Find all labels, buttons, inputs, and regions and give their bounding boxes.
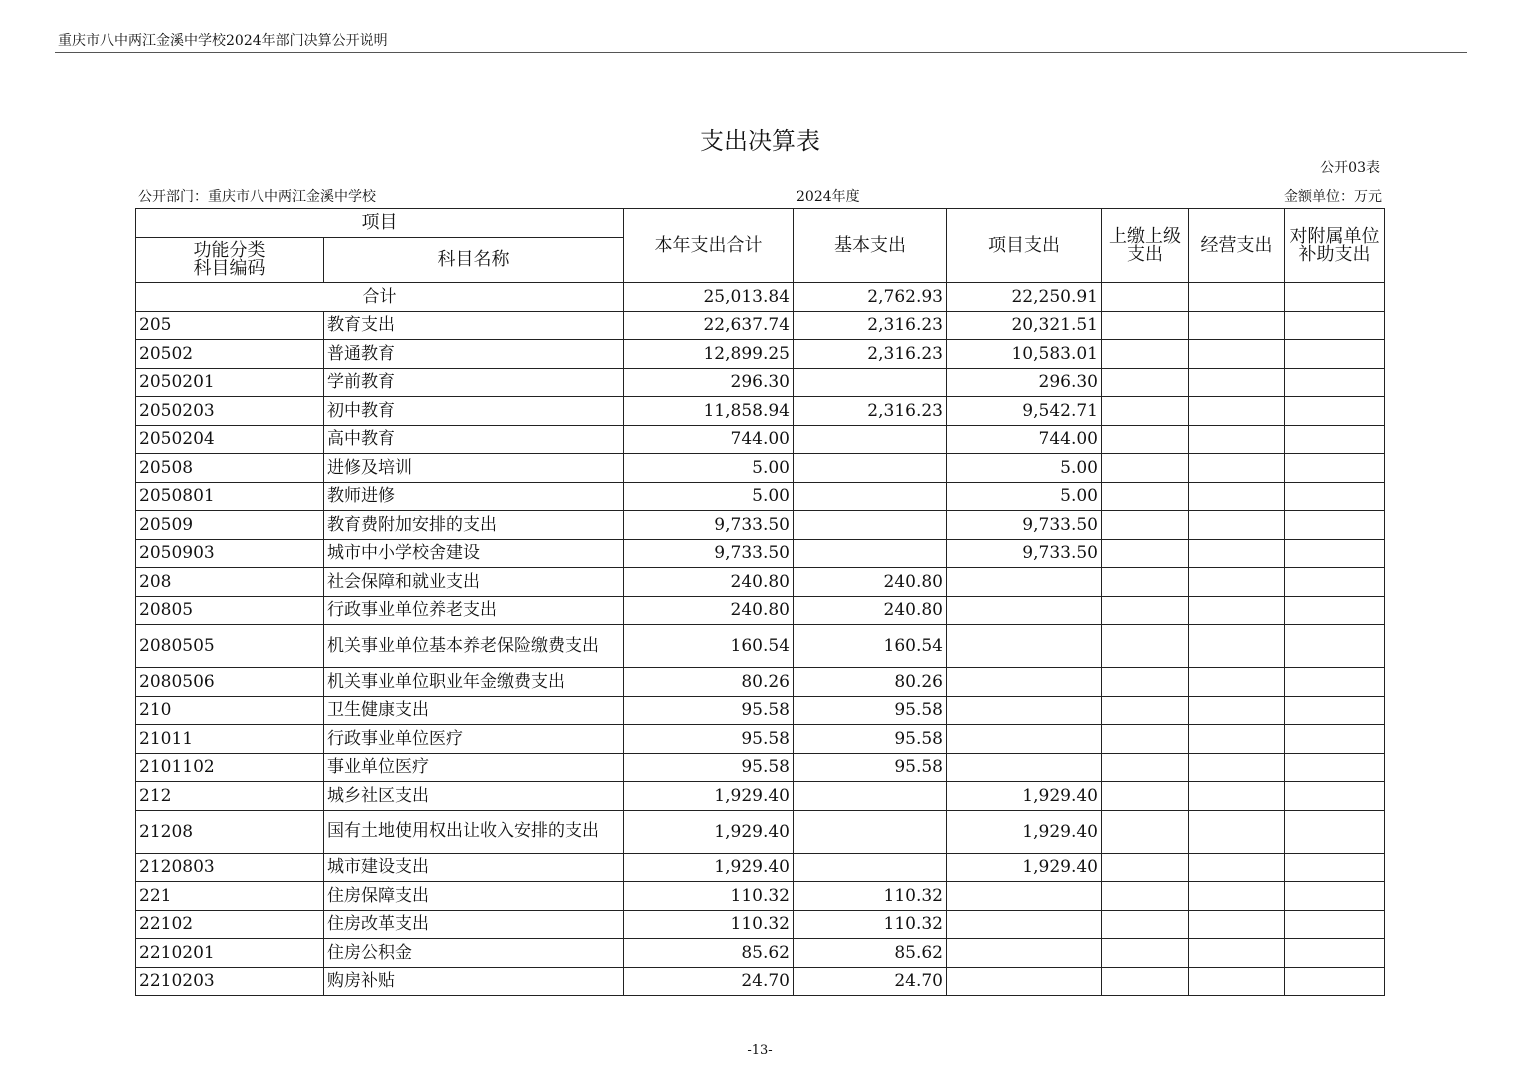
- row-total: 12,899.25: [624, 340, 794, 369]
- total-superior: [1102, 283, 1189, 312]
- col-header-business: 经营支出: [1189, 209, 1285, 283]
- row-project: 10,583.01: [947, 340, 1102, 369]
- row-business: [1189, 311, 1285, 340]
- row-name: 城市中小学校舍建设: [324, 539, 624, 568]
- row-business: [1189, 482, 1285, 511]
- row-basic: [794, 853, 947, 882]
- row-project: 9,733.50: [947, 511, 1102, 540]
- row-name: 住房改革支出: [324, 910, 624, 939]
- table-row: [136, 596, 1385, 625]
- col-header-basic: 基本支出: [794, 209, 947, 283]
- row-superior: [1102, 511, 1189, 540]
- row-name: 社会保障和就业支出: [324, 568, 624, 597]
- row-superior: [1102, 782, 1189, 811]
- header-divider: [55, 52, 1467, 53]
- row-project: 5.00: [947, 482, 1102, 511]
- row-superior: [1102, 425, 1189, 454]
- row-business: [1189, 668, 1285, 697]
- col-header-subsidy: 对附属单位 补助支出: [1285, 209, 1385, 283]
- row-code: 208: [136, 568, 324, 597]
- expenditure-table: [135, 208, 1385, 996]
- row-superior: [1102, 539, 1189, 568]
- row-total: 296.30: [624, 368, 794, 397]
- row-project: [947, 967, 1102, 996]
- row-name: 住房公积金: [324, 939, 624, 968]
- row-subsidy: [1285, 625, 1385, 668]
- row-project: [947, 939, 1102, 968]
- row-business: [1189, 625, 1285, 668]
- row-subsidy: [1285, 397, 1385, 426]
- table-body: [136, 283, 1385, 996]
- row-basic: 2,316.23: [794, 340, 947, 369]
- table-row: [136, 625, 1385, 668]
- row-subsidy: [1285, 596, 1385, 625]
- table-row: [136, 910, 1385, 939]
- row-subsidy: [1285, 696, 1385, 725]
- row-code: 2050801: [136, 482, 324, 511]
- row-name: 初中教育: [324, 397, 624, 426]
- row-total: 240.80: [624, 568, 794, 597]
- row-superior: [1102, 596, 1189, 625]
- table-row: [136, 482, 1385, 511]
- row-subsidy: [1285, 939, 1385, 968]
- row-project: [947, 625, 1102, 668]
- table-row: [136, 454, 1385, 483]
- row-superior: [1102, 967, 1189, 996]
- table-header: [136, 209, 1385, 283]
- row-name: 国有土地使用权出让收入安排的支出: [324, 810, 624, 853]
- row-name: 进修及培训: [324, 454, 624, 483]
- row-superior: [1102, 853, 1189, 882]
- row-basic: 2,316.23: [794, 397, 947, 426]
- row-total: 85.62: [624, 939, 794, 968]
- table-row: [136, 668, 1385, 697]
- row-project: 20,321.51: [947, 311, 1102, 340]
- row-business: [1189, 696, 1285, 725]
- row-total: 95.58: [624, 753, 794, 782]
- page-title: 支出决算表: [700, 127, 820, 155]
- row-code: 2050204: [136, 425, 324, 454]
- col-header-name: 科目名称: [324, 238, 624, 283]
- row-business: [1189, 539, 1285, 568]
- row-basic: 110.32: [794, 910, 947, 939]
- row-total: 5.00: [624, 482, 794, 511]
- row-business: [1189, 397, 1285, 426]
- row-business: [1189, 454, 1285, 483]
- row-code: 2210201: [136, 939, 324, 968]
- row-subsidy: [1285, 482, 1385, 511]
- row-subsidy: [1285, 368, 1385, 397]
- row-basic: 240.80: [794, 568, 947, 597]
- table-row: [136, 967, 1385, 996]
- col-header-superior: 上缴上级 支出: [1102, 209, 1189, 283]
- row-name: 购房补贴: [324, 967, 624, 996]
- row-basic: 95.58: [794, 696, 947, 725]
- row-total: 11,858.94: [624, 397, 794, 426]
- row-project: [947, 568, 1102, 597]
- row-total: 1,929.40: [624, 810, 794, 853]
- row-superior: [1102, 810, 1189, 853]
- table-row: [136, 753, 1385, 782]
- amount-unit-label: 金额单位：万元: [1284, 189, 1382, 205]
- row-business: [1189, 853, 1285, 882]
- row-name: 城市建设支出: [324, 853, 624, 882]
- row-subsidy: [1285, 511, 1385, 540]
- table-row: [136, 511, 1385, 540]
- row-superior: [1102, 910, 1189, 939]
- running-header-title: 重庆市八中两江金溪中学校2024年部门决算公开说明: [58, 33, 388, 49]
- table-row: [136, 568, 1385, 597]
- row-superior: [1102, 939, 1189, 968]
- row-basic: 2,316.23: [794, 311, 947, 340]
- row-total: 95.58: [624, 725, 794, 754]
- row-project: 9,733.50: [947, 539, 1102, 568]
- table-row: [136, 882, 1385, 911]
- row-project: [947, 882, 1102, 911]
- row-superior: [1102, 668, 1189, 697]
- row-subsidy: [1285, 311, 1385, 340]
- table-row: [136, 397, 1385, 426]
- row-project: 744.00: [947, 425, 1102, 454]
- row-basic: [794, 539, 947, 568]
- row-subsidy: [1285, 910, 1385, 939]
- row-business: [1189, 340, 1285, 369]
- row-business: [1189, 568, 1285, 597]
- table-row: [136, 340, 1385, 369]
- table-number: 公开03表: [1320, 160, 1380, 176]
- total-basic: 2,762.93: [794, 283, 947, 312]
- row-code: 21208: [136, 810, 324, 853]
- row-project: [947, 910, 1102, 939]
- row-code: 2050203: [136, 397, 324, 426]
- row-superior: [1102, 882, 1189, 911]
- row-basic: 110.32: [794, 882, 947, 911]
- row-total: 80.26: [624, 668, 794, 697]
- row-code: 2080506: [136, 668, 324, 697]
- total-business: [1189, 283, 1285, 312]
- total-label: 合计: [136, 283, 624, 312]
- row-basic: [794, 425, 947, 454]
- row-total: 110.32: [624, 882, 794, 911]
- row-basic: [794, 482, 947, 511]
- row-project: 1,929.40: [947, 853, 1102, 882]
- row-basic: [794, 511, 947, 540]
- row-basic: 160.54: [794, 625, 947, 668]
- row-code: 210: [136, 696, 324, 725]
- table-row: [136, 853, 1385, 882]
- row-total: 240.80: [624, 596, 794, 625]
- row-code: 205: [136, 311, 324, 340]
- row-subsidy: [1285, 454, 1385, 483]
- page-number: -13-: [747, 1043, 773, 1058]
- row-subsidy: [1285, 425, 1385, 454]
- table-row: [136, 539, 1385, 568]
- row-basic: [794, 454, 947, 483]
- row-superior: [1102, 625, 1189, 668]
- row-basic: 240.80: [794, 596, 947, 625]
- department-label: 公开部门：重庆市八中两江金溪中学校: [138, 189, 376, 205]
- row-superior: [1102, 568, 1189, 597]
- row-code: 2210203: [136, 967, 324, 996]
- row-superior: [1102, 454, 1189, 483]
- row-basic: 95.58: [794, 753, 947, 782]
- row-business: [1189, 425, 1285, 454]
- row-basic: 80.26: [794, 668, 947, 697]
- row-basic: 24.70: [794, 967, 947, 996]
- table-row: [136, 368, 1385, 397]
- row-code: 21011: [136, 725, 324, 754]
- row-name: 行政事业单位养老支出: [324, 596, 624, 625]
- row-name: 卫生健康支出: [324, 696, 624, 725]
- total-project: 22,250.91: [947, 283, 1102, 312]
- table-row: [136, 696, 1385, 725]
- row-project: 1,929.40: [947, 782, 1102, 811]
- row-code: 20509: [136, 511, 324, 540]
- row-business: [1189, 596, 1285, 625]
- row-total: 110.32: [624, 910, 794, 939]
- row-basic: [794, 782, 947, 811]
- col-header-item: 项目: [136, 209, 624, 238]
- row-code: 20502: [136, 340, 324, 369]
- row-total: 9,733.50: [624, 511, 794, 540]
- col-header-project: 项目支出: [947, 209, 1102, 283]
- col-header-code: 功能分类 科目编码: [136, 238, 324, 283]
- row-code: 20805: [136, 596, 324, 625]
- table-row: [136, 425, 1385, 454]
- row-subsidy: [1285, 568, 1385, 597]
- row-basic: [794, 368, 947, 397]
- row-project: [947, 668, 1102, 697]
- row-basic: 85.62: [794, 939, 947, 968]
- table-row: [136, 810, 1385, 853]
- row-project: [947, 725, 1102, 754]
- row-project: 5.00: [947, 454, 1102, 483]
- row-business: [1189, 368, 1285, 397]
- row-code: 221: [136, 882, 324, 911]
- row-business: [1189, 910, 1285, 939]
- row-business: [1189, 882, 1285, 911]
- row-superior: [1102, 482, 1189, 511]
- row-name: 机关事业单位基本养老保险缴费支出: [324, 625, 624, 668]
- row-code: 2101102: [136, 753, 324, 782]
- row-project: [947, 596, 1102, 625]
- row-basic: [794, 810, 947, 853]
- row-business: [1189, 967, 1285, 996]
- row-business: [1189, 753, 1285, 782]
- row-name: 高中教育: [324, 425, 624, 454]
- row-superior: [1102, 725, 1189, 754]
- total-subsidy: [1285, 283, 1385, 312]
- row-subsidy: [1285, 967, 1385, 996]
- row-name: 行政事业单位医疗: [324, 725, 624, 754]
- row-superior: [1102, 753, 1189, 782]
- row-total: 95.58: [624, 696, 794, 725]
- row-total: 1,929.40: [624, 782, 794, 811]
- row-subsidy: [1285, 725, 1385, 754]
- row-name: 教育支出: [324, 311, 624, 340]
- row-total: 744.00: [624, 425, 794, 454]
- total-row: [136, 283, 1385, 312]
- row-total: 9,733.50: [624, 539, 794, 568]
- row-code: 212: [136, 782, 324, 811]
- row-project: [947, 696, 1102, 725]
- row-basic: 95.58: [794, 725, 947, 754]
- row-business: [1189, 725, 1285, 754]
- row-superior: [1102, 340, 1189, 369]
- row-name: 事业单位医疗: [324, 753, 624, 782]
- row-code: 2050903: [136, 539, 324, 568]
- row-project: [947, 753, 1102, 782]
- table-row: [136, 939, 1385, 968]
- row-name: 机关事业单位职业年金缴费支出: [324, 668, 624, 697]
- row-subsidy: [1285, 853, 1385, 882]
- row-code: 2050201: [136, 368, 324, 397]
- row-subsidy: [1285, 340, 1385, 369]
- row-superior: [1102, 311, 1189, 340]
- row-name: 教育费附加安排的支出: [324, 511, 624, 540]
- row-code: 22102: [136, 910, 324, 939]
- row-business: [1189, 511, 1285, 540]
- row-name: 教师进修: [324, 482, 624, 511]
- row-subsidy: [1285, 882, 1385, 911]
- row-subsidy: [1285, 539, 1385, 568]
- row-subsidy: [1285, 668, 1385, 697]
- row-name: 普通教育: [324, 340, 624, 369]
- table-row: [136, 311, 1385, 340]
- row-name: 住房保障支出: [324, 882, 624, 911]
- col-header-total: 本年支出合计: [624, 209, 794, 283]
- row-code: 2080505: [136, 625, 324, 668]
- row-code: 2120803: [136, 853, 324, 882]
- row-subsidy: [1285, 753, 1385, 782]
- row-name: 城乡社区支出: [324, 782, 624, 811]
- total-amount: 25,013.84: [624, 283, 794, 312]
- row-total: 5.00: [624, 454, 794, 483]
- row-business: [1189, 810, 1285, 853]
- row-project: 296.30: [947, 368, 1102, 397]
- row-business: [1189, 782, 1285, 811]
- row-superior: [1102, 696, 1189, 725]
- row-superior: [1102, 397, 1189, 426]
- row-subsidy: [1285, 810, 1385, 853]
- row-superior: [1102, 368, 1189, 397]
- row-project: 9,542.71: [947, 397, 1102, 426]
- row-project: 1,929.40: [947, 810, 1102, 853]
- table-row: [136, 725, 1385, 754]
- row-total: 24.70: [624, 967, 794, 996]
- fiscal-year-label: 2024年度: [796, 189, 860, 205]
- row-code: 20508: [136, 454, 324, 483]
- row-business: [1189, 939, 1285, 968]
- row-total: 160.54: [624, 625, 794, 668]
- table-row: [136, 782, 1385, 811]
- row-name: 学前教育: [324, 368, 624, 397]
- row-total: 22,637.74: [624, 311, 794, 340]
- info-row: [138, 186, 1382, 206]
- row-total: 1,929.40: [624, 853, 794, 882]
- row-subsidy: [1285, 782, 1385, 811]
